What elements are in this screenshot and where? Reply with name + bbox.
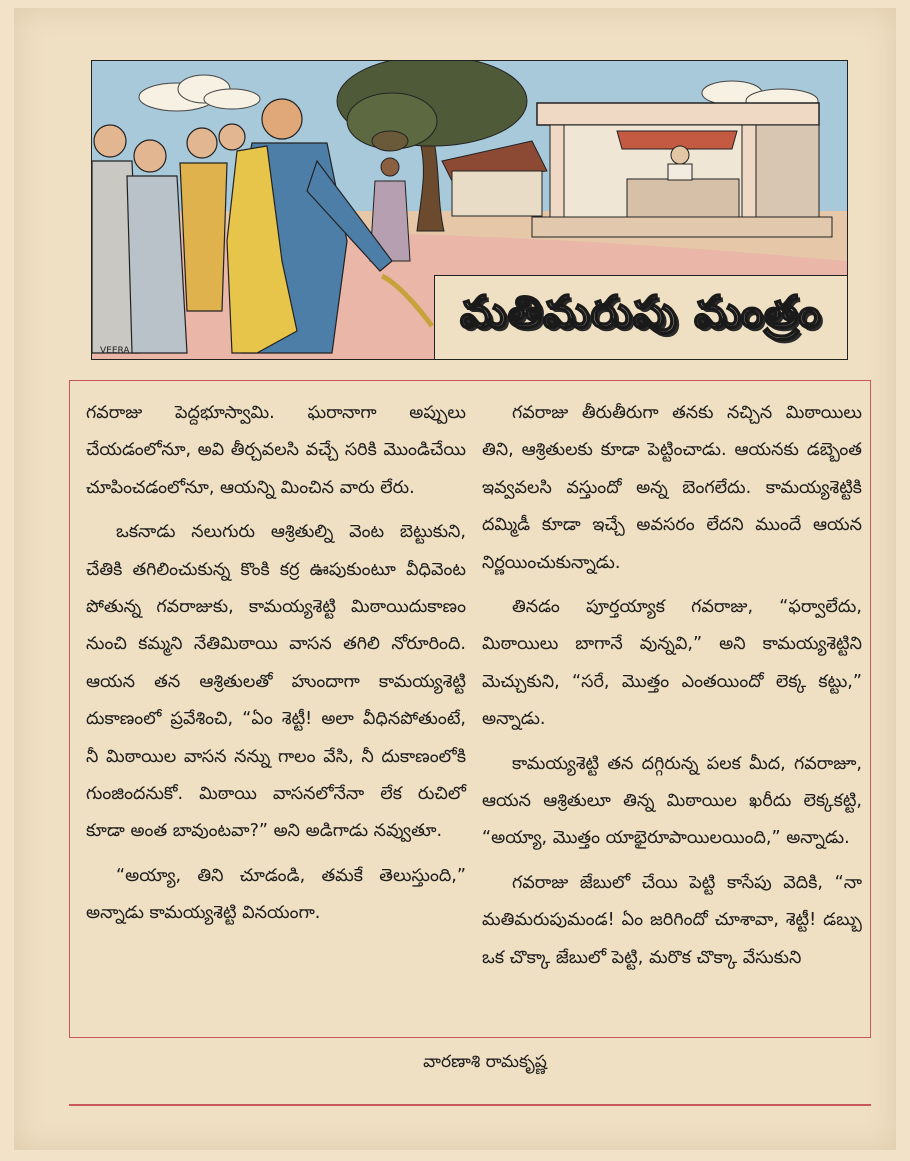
paragraph: ఒకనాడు నలుగురు ఆశ్రితుల్ని వెంట బెట్టుకుని, చేతికి తగిలించుకున్న కొంకి కర్ర ఊపుకుంటూ వీధివెంట పోతున్న గవరాజుకు, కామయ్యశెట్టి మిఠాయిదుకాణం నుంచి కమ్మని నేతిమిఠాయి వాసన తగిలి నోరూరింది. ఆయన తన ఆశ్రితులతో హుందాగా కామయ్యశెట్టి దుకాణంలో ప్రవేశించి, “ఏం శెట్టీ! అలా వీధినపోతుంటే, నీ మిఠాయిల వాసన నన్ను గాలం వేసి, నీ దుకాణంలోకి గుంజిందనుకో. మిఠాయి వాసనలోనేనా లేక రుచిలో కూడా అంత బావుంటవా?” అని అడిగాడు నవ్వుతూ. [86,522,466,842]
paragraph: గవరాజు పెద్దభూస్వామి. ఘరానాగా అప్పులు చేయడంలోనూ, అవి తీర్చవలసి వచ్చే సరికి మొండిచేయి చూపించడంలోనూ, ఆయన్ని మించిన వారు లేరు. [86,403,466,498]
paragraph: తినడం పూర్తయ్యాక గవరాజు, “ఫర్వాలేదు, మిఠాయిలు బాగానే వున్నవి,” అని కామయ్యశెట్టిని మెచ్చుకుని, “సరే, మొత్తం ఎంతయిందో లెక్క కట్టు,” అన్నాడు. [482,597,862,730]
author-line [0,1052,910,1076]
story-title: మతిమరుపు మంత్రం [460,286,822,338]
story-text-frame [69,380,871,1038]
bottom-divider [69,1104,871,1106]
right-column [482,395,862,977]
paragraph: గవరాజు జేబులో చేయి పెట్టి కాసేపు వెదికి, “నా మతిమరుపుమండ! ఏం జరిగిందో చూశావా, శెట్టీ! డబ్బు ఒక చొక్కా జేబులో పెట్టి, మరొక చొక్కా వేసుకుని [482,872,862,968]
paragraph: “అయ్యా, తిని చూడండి, తమకే తెలుస్తుంది,” అన్నాడు కామయ్యశెట్టి వినయంగా. [86,865,466,924]
left-column [86,395,466,933]
author-name: వారణాశి రామకృష్ణ [423,1052,547,1072]
artist-signature: VEERA [100,346,130,356]
paragraph: గవరాజు తీరుతీరుగా తనకు నచ్చిన మిఠాయిలు తిని, ఆశ్రితులకు కూడా పెట్టించాడు. ఆయనకు డబ్బెంత ఇవ్వవలసి వస్తుందో అన్న బెంగలేదు. కామయ్యశెట్టికి దమ్మిడీ కూడా ఇచ్చే అవసరం లేదని ముందే ఆయన నిర్ణయించుకున్నాడు. [482,403,862,573]
paragraph: కామయ్యశెట్టి తన దగ్గిరున్న పలక మీద, గవరాజూ, ఆయన ఆశ్రితులూ తిన్న మిఠాయిల ఖరీదు లెక్కకట్టి, “అయ్యా, మొత్తం యాభైరూపాయిలయింది,” అన్నాడు. [482,753,862,849]
title-panel [434,275,847,359]
